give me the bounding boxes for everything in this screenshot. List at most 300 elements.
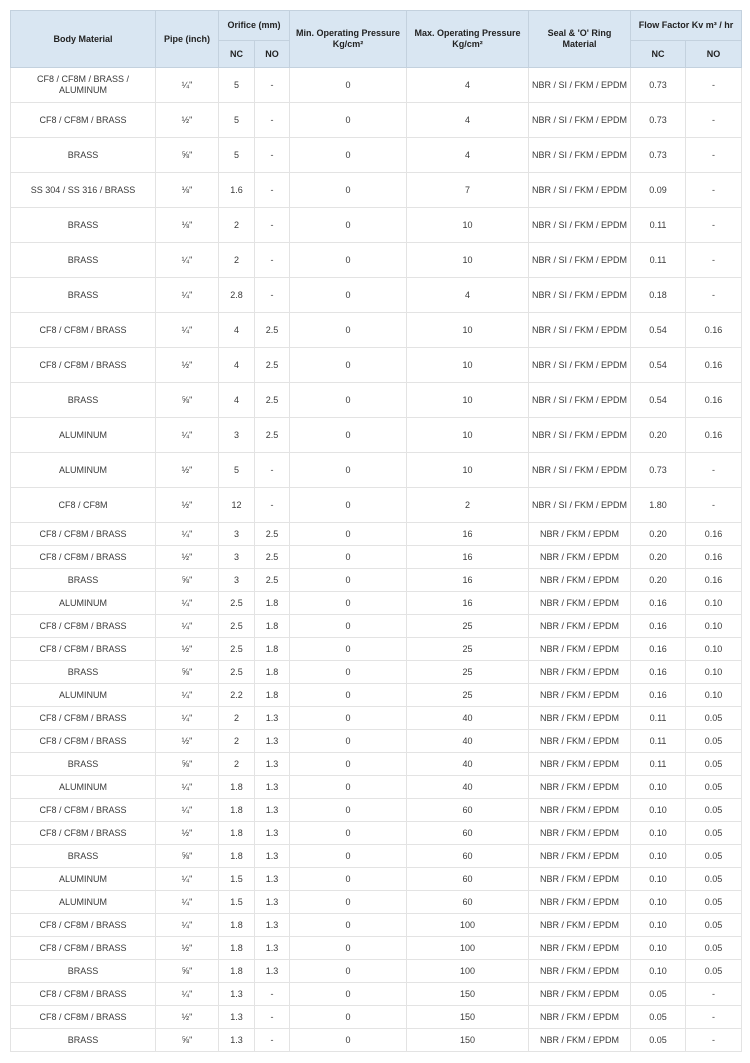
cell-min-pressure: 0: [290, 1006, 407, 1029]
cell-pipe-size: ¼": [156, 914, 219, 937]
cell-orifice-nc: 2.2: [219, 684, 255, 707]
cell-pipe-size: ¼": [156, 68, 219, 103]
table-row: [11, 453, 742, 488]
cell-orifice-nc: 2.8: [219, 278, 255, 313]
cell-pipe-size: ¼": [156, 243, 219, 278]
cell-orifice-no: 1.3: [255, 799, 290, 822]
table-row: [11, 1029, 742, 1052]
table-row: [11, 707, 742, 730]
cell-orifice-no: -: [255, 1029, 290, 1052]
cell-max-pressure: 10: [407, 453, 529, 488]
cell-body-material: CF8 / CF8M / BRASS: [11, 730, 156, 753]
cell-orifice-no: 1.3: [255, 960, 290, 983]
cell-min-pressure: 0: [290, 868, 407, 891]
cell-flow-no: -: [686, 453, 742, 488]
cell-orifice-no: 2.5: [255, 546, 290, 569]
cell-pipe-size: ⅛": [156, 208, 219, 243]
cell-flow-nc: 0.10: [631, 914, 686, 937]
cell-body-material: SS 304 / SS 316 / BRASS: [11, 173, 156, 208]
cell-pipe-size: ¼": [156, 776, 219, 799]
cell-pipe-size: ½": [156, 453, 219, 488]
cell-min-pressure: 0: [290, 799, 407, 822]
cell-min-pressure: 0: [290, 822, 407, 845]
cell-pipe-size: ⅛": [156, 173, 219, 208]
cell-orifice-no: 1.8: [255, 638, 290, 661]
cell-flow-nc: 0.11: [631, 208, 686, 243]
cell-body-material: CF8 / CF8M / BRASS: [11, 103, 156, 138]
cell-flow-nc: 0.10: [631, 799, 686, 822]
cell-flow-no: 0.05: [686, 891, 742, 914]
cell-flow-nc: 0.11: [631, 730, 686, 753]
cell-pipe-size: ¼": [156, 523, 219, 546]
cell-flow-no: -: [686, 138, 742, 173]
cell-flow-nc: 0.16: [631, 684, 686, 707]
cell-orifice-nc: 2: [219, 208, 255, 243]
table-row: [11, 278, 742, 313]
cell-flow-no: -: [686, 173, 742, 208]
cell-max-pressure: 25: [407, 661, 529, 684]
cell-orifice-no: -: [255, 208, 290, 243]
cell-body-material: BRASS: [11, 278, 156, 313]
cell-seal-material: NBR / FKM / EPDM: [529, 546, 631, 569]
cell-max-pressure: 4: [407, 138, 529, 173]
cell-max-pressure: 10: [407, 243, 529, 278]
cell-body-material: CF8 / CF8M / BRASS: [11, 914, 156, 937]
cell-seal-material: NBR / FKM / EPDM: [529, 707, 631, 730]
cell-body-material: BRASS: [11, 1029, 156, 1052]
cell-flow-nc: 0.73: [631, 103, 686, 138]
cell-flow-nc: 0.20: [631, 569, 686, 592]
cell-max-pressure: 40: [407, 707, 529, 730]
cell-body-material: CF8 / CF8M / BRASS: [11, 707, 156, 730]
cell-body-material: BRASS: [11, 661, 156, 684]
table-row: [11, 523, 742, 546]
cell-flow-nc: 0.05: [631, 983, 686, 1006]
cell-min-pressure: 0: [290, 546, 407, 569]
cell-orifice-nc: 2: [219, 730, 255, 753]
table-row: [11, 638, 742, 661]
cell-flow-no: -: [686, 1029, 742, 1052]
cell-body-material: BRASS: [11, 138, 156, 173]
cell-pipe-size: ⅝": [156, 1029, 219, 1052]
cell-seal-material: NBR / SI / FKM / EPDM: [529, 313, 631, 348]
cell-flow-no: 0.10: [686, 661, 742, 684]
cell-max-pressure: 16: [407, 523, 529, 546]
cell-orifice-nc: 2: [219, 243, 255, 278]
cell-orifice-nc: 5: [219, 453, 255, 488]
cell-flow-no: -: [686, 208, 742, 243]
cell-orifice-no: 2.5: [255, 348, 290, 383]
cell-orifice-nc: 5: [219, 103, 255, 138]
cell-orifice-no: 1.3: [255, 868, 290, 891]
cell-seal-material: NBR / SI / FKM / EPDM: [529, 348, 631, 383]
cell-orifice-no: -: [255, 243, 290, 278]
cell-pipe-size: ¼": [156, 983, 219, 1006]
header-row-main: [11, 11, 742, 41]
cell-min-pressure: 0: [290, 891, 407, 914]
cell-pipe-size: ¼": [156, 418, 219, 453]
cell-min-pressure: 0: [290, 348, 407, 383]
table-row: [11, 243, 742, 278]
cell-orifice-nc: 3: [219, 569, 255, 592]
cell-flow-nc: 0.10: [631, 776, 686, 799]
cell-pipe-size: ½": [156, 730, 219, 753]
table-row: [11, 684, 742, 707]
cell-body-material: BRASS: [11, 383, 156, 418]
cell-flow-nc: 0.16: [631, 592, 686, 615]
cell-orifice-no: -: [255, 138, 290, 173]
cell-orifice-nc: 2: [219, 753, 255, 776]
cell-orifice-no: 2.5: [255, 383, 290, 418]
cell-body-material: CF8 / CF8M / BRASS: [11, 983, 156, 1006]
cell-pipe-size: ½": [156, 937, 219, 960]
cell-seal-material: NBR / FKM / EPDM: [529, 684, 631, 707]
table-row: [11, 138, 742, 173]
cell-min-pressure: 0: [290, 488, 407, 523]
cell-flow-nc: 0.05: [631, 1029, 686, 1052]
cell-pipe-size: ¼": [156, 684, 219, 707]
cell-flow-no: 0.16: [686, 546, 742, 569]
cell-max-pressure: 100: [407, 937, 529, 960]
cell-pipe-size: ½": [156, 1006, 219, 1029]
cell-flow-no: 0.10: [686, 638, 742, 661]
cell-pipe-size: ½": [156, 822, 219, 845]
table-row: [11, 173, 742, 208]
cell-seal-material: NBR / FKM / EPDM: [529, 914, 631, 937]
table-row: [11, 592, 742, 615]
cell-max-pressure: 10: [407, 383, 529, 418]
cell-body-material: ALUMINUM: [11, 891, 156, 914]
cell-min-pressure: 0: [290, 383, 407, 418]
cell-flow-nc: 0.16: [631, 661, 686, 684]
cell-max-pressure: 60: [407, 891, 529, 914]
cell-orifice-no: 1.3: [255, 730, 290, 753]
cell-max-pressure: 60: [407, 868, 529, 891]
header-seal-material: Seal & 'O' Ring Material: [529, 11, 631, 68]
cell-min-pressure: 0: [290, 937, 407, 960]
cell-flow-nc: 0.10: [631, 845, 686, 868]
table-row: [11, 868, 742, 891]
cell-seal-material: NBR / SI / FKM / EPDM: [529, 453, 631, 488]
cell-pipe-size: ⅝": [156, 569, 219, 592]
cell-flow-no: 0.16: [686, 383, 742, 418]
cell-body-material: BRASS: [11, 960, 156, 983]
cell-max-pressure: 10: [407, 313, 529, 348]
table-row: [11, 488, 742, 523]
cell-max-pressure: 150: [407, 983, 529, 1006]
cell-orifice-nc: 2: [219, 707, 255, 730]
cell-flow-nc: 0.10: [631, 891, 686, 914]
cell-orifice-no: 1.3: [255, 776, 290, 799]
cell-max-pressure: 100: [407, 960, 529, 983]
cell-orifice-nc: 2.5: [219, 661, 255, 684]
cell-orifice-nc: 3: [219, 523, 255, 546]
cell-body-material: CF8 / CF8M / BRASS: [11, 546, 156, 569]
cell-seal-material: NBR / SI / FKM / EPDM: [529, 488, 631, 523]
table-row: [11, 383, 742, 418]
cell-seal-material: NBR / FKM / EPDM: [529, 937, 631, 960]
cell-body-material: ALUMINUM: [11, 592, 156, 615]
header-orifice-no: NO: [255, 41, 290, 68]
cell-flow-no: 0.10: [686, 592, 742, 615]
table-row: [11, 776, 742, 799]
cell-flow-nc: 0.18: [631, 278, 686, 313]
cell-flow-no: 0.10: [686, 684, 742, 707]
cell-max-pressure: 16: [407, 569, 529, 592]
cell-seal-material: NBR / SI / FKM / EPDM: [529, 278, 631, 313]
cell-body-material: ALUMINUM: [11, 868, 156, 891]
cell-orifice-nc: 4: [219, 383, 255, 418]
cell-pipe-size: ⅝": [156, 845, 219, 868]
cell-flow-nc: 0.16: [631, 638, 686, 661]
cell-pipe-size: ½": [156, 103, 219, 138]
cell-pipe-size: ⅝": [156, 661, 219, 684]
cell-max-pressure: 10: [407, 418, 529, 453]
cell-max-pressure: 60: [407, 799, 529, 822]
cell-orifice-nc: 1.5: [219, 868, 255, 891]
table-row: [11, 418, 742, 453]
cell-body-material: BRASS: [11, 208, 156, 243]
cell-flow-nc: 0.09: [631, 173, 686, 208]
cell-orifice-no: 2.5: [255, 569, 290, 592]
table-row: [11, 960, 742, 983]
cell-flow-nc: 0.73: [631, 453, 686, 488]
cell-pipe-size: ¼": [156, 799, 219, 822]
cell-min-pressure: 0: [290, 661, 407, 684]
cell-max-pressure: 7: [407, 173, 529, 208]
cell-orifice-nc: 1.3: [219, 1006, 255, 1029]
table-row: [11, 546, 742, 569]
cell-orifice-no: -: [255, 488, 290, 523]
cell-body-material: BRASS: [11, 243, 156, 278]
table-row: [11, 208, 742, 243]
cell-pipe-size: ¼": [156, 891, 219, 914]
valve-spec-table: [10, 10, 742, 1052]
cell-min-pressure: 0: [290, 173, 407, 208]
spec-table-container: [10, 10, 741, 1052]
cell-orifice-nc: 3: [219, 418, 255, 453]
cell-orifice-nc: 1.8: [219, 845, 255, 868]
cell-pipe-size: ½": [156, 546, 219, 569]
cell-max-pressure: 16: [407, 592, 529, 615]
cell-orifice-no: 1.8: [255, 592, 290, 615]
cell-max-pressure: 25: [407, 638, 529, 661]
table-row: [11, 730, 742, 753]
cell-min-pressure: 0: [290, 313, 407, 348]
cell-seal-material: NBR / FKM / EPDM: [529, 1006, 631, 1029]
cell-flow-nc: 0.10: [631, 868, 686, 891]
table-row: [11, 983, 742, 1006]
cell-orifice-no: -: [255, 103, 290, 138]
cell-seal-material: NBR / FKM / EPDM: [529, 523, 631, 546]
cell-orifice-no: 1.3: [255, 845, 290, 868]
cell-body-material: CF8 / CF8M / BRASS: [11, 1006, 156, 1029]
cell-orifice-no: 1.3: [255, 937, 290, 960]
cell-flow-no: -: [686, 243, 742, 278]
cell-min-pressure: 0: [290, 243, 407, 278]
cell-min-pressure: 0: [290, 615, 407, 638]
cell-min-pressure: 0: [290, 278, 407, 313]
cell-body-material: CF8 / CF8M / BRASS: [11, 615, 156, 638]
cell-min-pressure: 0: [290, 684, 407, 707]
cell-flow-no: 0.16: [686, 348, 742, 383]
cell-seal-material: NBR / FKM / EPDM: [529, 730, 631, 753]
cell-flow-nc: 0.54: [631, 313, 686, 348]
cell-orifice-no: 1.8: [255, 615, 290, 638]
table-row: [11, 753, 742, 776]
cell-pipe-size: ⅝": [156, 383, 219, 418]
cell-flow-nc: 0.10: [631, 960, 686, 983]
header-min-pressure: Min. Operating Pressure Kg/cm²: [290, 11, 407, 68]
table-row: [11, 68, 742, 103]
cell-orifice-nc: 4: [219, 313, 255, 348]
cell-orifice-nc: 1.8: [219, 960, 255, 983]
cell-orifice-nc: 2.5: [219, 615, 255, 638]
cell-seal-material: NBR / SI / FKM / EPDM: [529, 173, 631, 208]
cell-orifice-nc: 1.5: [219, 891, 255, 914]
cell-pipe-size: ¼": [156, 868, 219, 891]
cell-flow-nc: 0.10: [631, 937, 686, 960]
cell-flow-nc: 0.20: [631, 546, 686, 569]
header-flow-factor: Flow Factor Kv m³ / hr: [631, 11, 742, 41]
cell-seal-material: NBR / SI / FKM / EPDM: [529, 208, 631, 243]
cell-max-pressure: 60: [407, 822, 529, 845]
cell-orifice-nc: 1.3: [219, 983, 255, 1006]
cell-min-pressure: 0: [290, 592, 407, 615]
cell-flow-no: 0.05: [686, 776, 742, 799]
cell-max-pressure: 60: [407, 845, 529, 868]
cell-pipe-size: ⅝": [156, 138, 219, 173]
table-row: [11, 569, 742, 592]
table-row: [11, 937, 742, 960]
cell-pipe-size: ¼": [156, 278, 219, 313]
cell-min-pressure: 0: [290, 914, 407, 937]
cell-body-material: CF8 / CF8M / BRASS: [11, 348, 156, 383]
table-row: [11, 891, 742, 914]
cell-orifice-nc: 2.5: [219, 638, 255, 661]
cell-body-material: CF8 / CF8M / BRASS / ALUMINUM: [11, 68, 156, 103]
cell-orifice-no: -: [255, 278, 290, 313]
cell-seal-material: NBR / FKM / EPDM: [529, 638, 631, 661]
cell-flow-nc: 0.54: [631, 348, 686, 383]
cell-seal-material: NBR / SI / FKM / EPDM: [529, 383, 631, 418]
cell-seal-material: NBR / FKM / EPDM: [529, 845, 631, 868]
cell-flow-no: 0.16: [686, 569, 742, 592]
cell-orifice-no: 1.3: [255, 753, 290, 776]
cell-flow-nc: 1.80: [631, 488, 686, 523]
cell-body-material: CF8 / CF8M / BRASS: [11, 523, 156, 546]
cell-seal-material: NBR / FKM / EPDM: [529, 868, 631, 891]
cell-flow-no: 0.10: [686, 615, 742, 638]
cell-orifice-nc: 1.8: [219, 776, 255, 799]
cell-seal-material: NBR / FKM / EPDM: [529, 799, 631, 822]
cell-min-pressure: 0: [290, 68, 407, 103]
cell-orifice-no: 1.3: [255, 707, 290, 730]
cell-orifice-nc: 1.8: [219, 822, 255, 845]
cell-max-pressure: 16: [407, 546, 529, 569]
header-flow-nc: NC: [631, 41, 686, 68]
cell-seal-material: NBR / FKM / EPDM: [529, 776, 631, 799]
cell-flow-no: 0.05: [686, 914, 742, 937]
cell-orifice-no: -: [255, 983, 290, 1006]
header-pipe: Pipe (inch): [156, 11, 219, 68]
cell-max-pressure: 150: [407, 1006, 529, 1029]
cell-seal-material: NBR / FKM / EPDM: [529, 1029, 631, 1052]
table-row: [11, 914, 742, 937]
cell-seal-material: NBR / FKM / EPDM: [529, 960, 631, 983]
cell-pipe-size: ⅝": [156, 753, 219, 776]
cell-flow-no: 0.05: [686, 799, 742, 822]
cell-max-pressure: 150: [407, 1029, 529, 1052]
cell-body-material: CF8 / CF8M / BRASS: [11, 638, 156, 661]
cell-min-pressure: 0: [290, 1029, 407, 1052]
cell-orifice-no: 1.8: [255, 684, 290, 707]
cell-min-pressure: 0: [290, 707, 407, 730]
cell-max-pressure: 40: [407, 730, 529, 753]
cell-orifice-nc: 5: [219, 138, 255, 173]
cell-seal-material: NBR / FKM / EPDM: [529, 891, 631, 914]
cell-orifice-nc: 2.5: [219, 592, 255, 615]
cell-flow-nc: 0.16: [631, 615, 686, 638]
header-max-pressure: Max. Operating Pressure Kg/cm²: [407, 11, 529, 68]
cell-pipe-size: ¼": [156, 313, 219, 348]
cell-max-pressure: 4: [407, 68, 529, 103]
table-row: [11, 822, 742, 845]
cell-max-pressure: 4: [407, 278, 529, 313]
header-orifice-nc: NC: [219, 41, 255, 68]
cell-orifice-no: -: [255, 1006, 290, 1029]
cell-min-pressure: 0: [290, 638, 407, 661]
cell-orifice-no: 2.5: [255, 418, 290, 453]
cell-seal-material: NBR / FKM / EPDM: [529, 592, 631, 615]
cell-flow-no: 0.16: [686, 418, 742, 453]
table-row: [11, 845, 742, 868]
cell-body-material: BRASS: [11, 753, 156, 776]
cell-seal-material: NBR / FKM / EPDM: [529, 753, 631, 776]
cell-flow-no: 0.05: [686, 753, 742, 776]
cell-flow-no: -: [686, 103, 742, 138]
cell-orifice-no: -: [255, 68, 290, 103]
cell-orifice-nc: 1.6: [219, 173, 255, 208]
cell-seal-material: NBR / FKM / EPDM: [529, 569, 631, 592]
cell-flow-no: -: [686, 278, 742, 313]
cell-pipe-size: ¼": [156, 615, 219, 638]
cell-orifice-no: 2.5: [255, 313, 290, 348]
cell-max-pressure: 40: [407, 753, 529, 776]
cell-body-material: ALUMINUM: [11, 453, 156, 488]
cell-pipe-size: ¼": [156, 707, 219, 730]
cell-flow-nc: 0.11: [631, 753, 686, 776]
cell-orifice-no: 2.5: [255, 523, 290, 546]
cell-orifice-nc: 12: [219, 488, 255, 523]
cell-flow-no: 0.05: [686, 868, 742, 891]
cell-min-pressure: 0: [290, 523, 407, 546]
header-flow-no: NO: [686, 41, 742, 68]
cell-orifice-nc: 5: [219, 68, 255, 103]
cell-orifice-no: 1.3: [255, 822, 290, 845]
cell-flow-no: 0.05: [686, 960, 742, 983]
cell-orifice-nc: 1.8: [219, 799, 255, 822]
cell-max-pressure: 10: [407, 208, 529, 243]
table-row: [11, 799, 742, 822]
cell-seal-material: NBR / FKM / EPDM: [529, 822, 631, 845]
cell-orifice-no: -: [255, 453, 290, 488]
cell-orifice-nc: 1.8: [219, 914, 255, 937]
cell-max-pressure: 4: [407, 103, 529, 138]
cell-min-pressure: 0: [290, 960, 407, 983]
cell-min-pressure: 0: [290, 845, 407, 868]
cell-flow-nc: 0.73: [631, 68, 686, 103]
